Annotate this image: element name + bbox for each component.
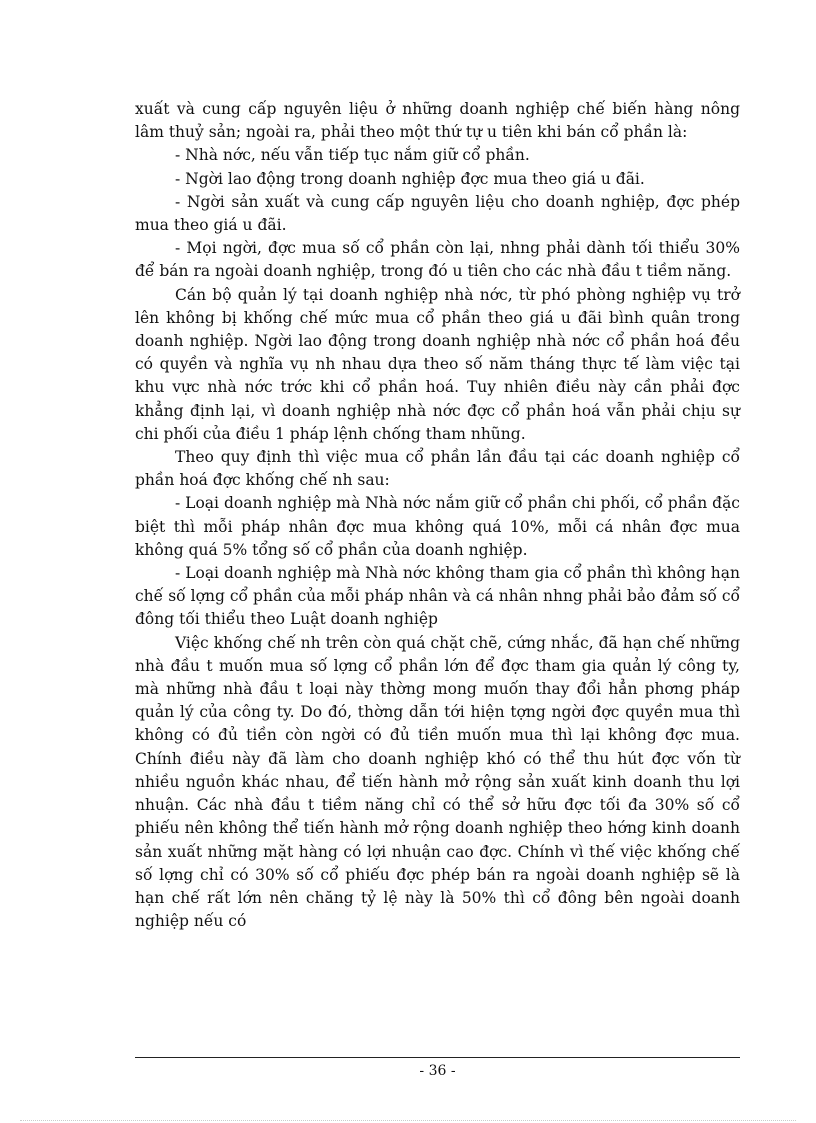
paragraph: Cán bộ quản lý tại doanh nghiệp nhà nớc, từ phó phòng nghiệp vụ trở lên không bị khống chế mức mua cổ phần theo giá u đãi bình quân trong doanh nghiệp. Ngời lao động trong doanh nghiệp nhà nớc cổ phần hoá đều có quyền và nghĩa vụ nh nhau dựa theo số năm tháng thực tế làm việc tại khu vực nhà nớc trớc khi cổ phần hoá. Tuy nhiên điều này cần phải đợc khẳng định lại, vì doanh nghiệp nhà nớc đợc cổ phần hoá vẫn phải chịu sự chi phối của điều 1 pháp lệnh chống tham nhũng. [135,285,740,443]
paragraph: Theo quy định thì việc mua cổ phần lần đầu tại các doanh nghiệp cổ phần hoá đợc khống chế nh sau: [135,448,740,490]
list-item-state: - Nhà nớc, nếu vẫn tiếp tục nắm giữ cổ phần. [175,146,530,165]
list-item-non-state: - Loại doanh nghiệp mà Nhà nớc không tham gia cổ phần thì không hạn chế số lợng cổ phần của mỗi pháp nhân và cá nhân nhng phải bảo đảm số cổ đông tối thiểu theo Luật doanh nghiệp [135,564,740,629]
footer-divider [135,1057,740,1058]
paragraph: xuất và cung cấp nguyên liệu ở những doanh nghiệp chế biến hàng nông lâm thuỷ sản; ngoài ra, phải theo một thứ tự u tiên khi bán cổ phần là: [135,100,740,142]
page-number: - 36 - [419,1063,456,1079]
document-body [135,98,740,933]
list-item-suppliers: - Ngời sản xuất và cung cấp nguyên liệu cho doanh nghiệp, đợc phép mua theo giá u đãi. [135,192,740,235]
list-item-state-controlled: - Loại doanh nghiệp mà Nhà nớc nắm giữ cổ phần chi phối, cổ phần đặc biệt thì mỗi pháp nhân đợc mua không quá 10%, mỗi cá nhân đợc mua không quá 5% tổng số cổ phần của doanh nghiệp. [135,494,740,559]
page-edge-divider [20,1120,796,1121]
list-item-everyone: - Mọi ngời, đợc mua số cổ phần còn lại, nhng phải dành tối thiểu 30% để bán ra ngoài doanh nghiệp, trong đó u tiên cho các nhà đầu t tiềm năng. [135,239,740,281]
list-item-employees: - Ngời lao động trong doanh nghiệp đợc mua theo giá u đãi. [175,169,645,188]
paragraph: Việc khống chế nh trên còn quá chặt chẽ, cứng nhắc, đã hạn chế những nhà đầu t muốn mua số lợng cổ phần lớn để đợc tham gia quản lý công ty, mà những nhà đầu t loại này thờng mong muốn thay đổi hẳn phơng pháp quản lý của công ty. Do đó, thờng dẫn tới hiện tợng ngời đợc quyền mua thì không có đủ tiền còn ngời có đủ tiền muốn mua thì lại không đợc mua. Chính điều này đã làm cho doanh nghiệp khó có thể thu hút đợc vốn từ nhiều nguồn khác nhau, để tiến hành mở rộng sản xuất kinh doanh thu lợi nhuận. Các nhà đầu t tiềm năng chỉ có thể sở hữu đợc tối đa 30% số cổ phiếu nên không thể tiến hành mở rộng doanh nghiệp theo hớng kinh doanh sản xuất những mặt hàng có lợi nhuận cao đợc. Chính vì thế việc khống chế số lợng chỉ có 30% số cổ phiếu đợc phép bán ra ngoài doanh nghiệp sẽ là hạn chế rất lớn nên chăng tỷ lệ này là 50% thì cổ đông bên ngoài doanh nghiệp nếu có [135,633,740,931]
